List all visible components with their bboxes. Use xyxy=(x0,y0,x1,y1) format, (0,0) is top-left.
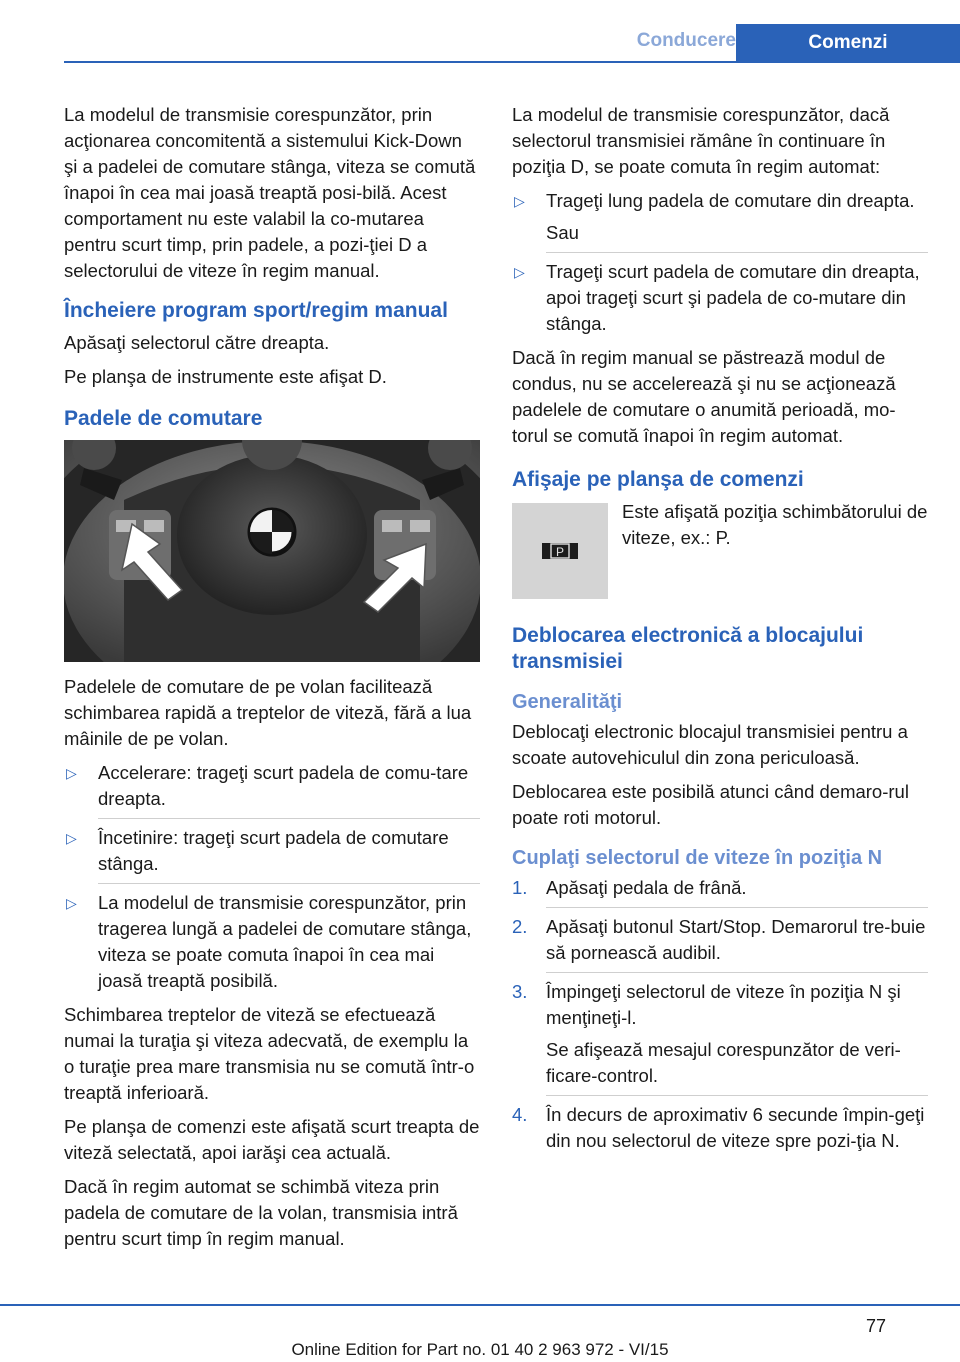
divider xyxy=(546,972,928,973)
steering-wheel-paddles-image xyxy=(64,440,480,662)
triangle-bullet-icon: ▷ xyxy=(514,264,525,280)
section-tab-conducere[interactable]: Conducere xyxy=(636,30,736,51)
display-description xyxy=(622,499,928,559)
paragraph: Deblocarea este posibilă atunci când demaro‐rul poate roti motorul. xyxy=(512,781,909,828)
heading-paddles: Padele de comutare xyxy=(64,407,263,430)
list-item: ▷ Trageţi scurt padela de comutare din dreapta, apoi trageţi scurt şi padela de co‐mutare din stânga. xyxy=(514,261,920,334)
divider xyxy=(546,1095,928,1096)
gear-letter: P xyxy=(555,545,565,559)
right-column xyxy=(512,102,928,1162)
gear-display-image xyxy=(512,503,608,599)
display-row xyxy=(512,499,928,599)
list-item: 1. Apăsaţi pedala de frână. xyxy=(512,877,747,898)
paragraph: Dacă în regim manual se păstrează modul de condus, nu se accelerează şi nu se acţionează padelele de comutare o anumită perioadă, mo‐torul se comută înapoi în regim automat. xyxy=(512,347,896,446)
paragraph: Pe planşa de comenzi este afişată scurt treapta de viteză selectată, apoi iarăşi cea actuală. xyxy=(64,1116,480,1163)
paragraph: Padelele de comutare de pe volan facilitează schimbarea rapidă a treptelor de viteză, fără a lua mâinile de pe volan. xyxy=(64,676,472,749)
paddle-bullet-list xyxy=(64,760,480,994)
paragraph: Pe planşa de instrumente este afişat D. xyxy=(64,366,387,387)
heading-display: Afişaje pe planşa de comenzi xyxy=(512,468,804,491)
list-item: ▷ Încetinire: trageţi scurt padela de comutare stânga. xyxy=(66,827,449,874)
triangle-bullet-icon: ▷ xyxy=(66,895,77,911)
neutral-steps-list xyxy=(512,875,928,1154)
list-item: 2. Apăsaţi butonul Start/Stop. Demarorul tre‐buie să pornească audibil. xyxy=(512,916,926,963)
heading-electronic-unlock: Deblocarea electronică a blocajului transmisiei xyxy=(512,624,864,673)
paragraph: Este afişată poziţia schimbătorului de viteze, ex.: P. xyxy=(622,501,928,548)
left-column xyxy=(64,102,480,1260)
paragraph: Schimbarea treptelor de viteză se efectuează numai la turaţia şi viteza adecvată, de exemplu la o turaţie prea mare transmisia nu se comută într-o treaptă inferioară. xyxy=(64,1004,475,1103)
list-item: ▷ Accelerare: trageţi scurt padela de comu‐tare dreapta. xyxy=(66,762,469,809)
divider xyxy=(546,907,928,908)
list-item: ▷ La modelul de transmisie corespunzător, prin tragerea lungă a padelei de comutare stânga, viteza se poate comuta înapoi în cea mai joasă treaptă posibilă. xyxy=(66,892,472,991)
paragraph: La modelul de transmisie corespunzător, dacă selectorul transmisiei rămâne în continuare în poziţia D, se poate comuta în regim automat: xyxy=(512,104,890,177)
paragraph: Dacă în regim automat se schimbă viteza prin padela de comutare de la volan, transmisia intră pentru scurt timp în regim manual. xyxy=(64,1176,458,1249)
header-rule xyxy=(64,61,960,63)
heading-general: Generalităţi xyxy=(512,691,623,713)
list-item-sub: Se afişează mesajul corespunzător de veri‐ficare-control. xyxy=(546,1039,901,1086)
triangle-bullet-icon: ▷ xyxy=(514,193,525,209)
triangle-bullet-icon: ▷ xyxy=(66,830,77,846)
paragraph: Deblocaţi electronic blocajul transmisiei pentru a scoate autovehiculul din zona periculoasă. xyxy=(512,721,908,768)
heading-neutral: Cuplaţi selectorul de viteze în poziţia N xyxy=(512,847,883,869)
paragraph: Apăsaţi selectorul către dreapta. xyxy=(64,332,330,353)
triangle-bullet-icon: ▷ xyxy=(66,765,77,781)
page-header xyxy=(64,24,960,62)
divider xyxy=(98,883,480,884)
heading-end-sport-manual: Încheiere program sport/regim manual xyxy=(64,299,448,322)
divider xyxy=(546,252,928,253)
list-item: ▷ Trageţi lung padela de comutare din dreapta. Sau xyxy=(512,188,928,246)
footer-edition: Online Edition for Part no. 01 40 2 963 972 - VI/15 xyxy=(291,1340,669,1359)
section-tab-comenzi[interactable]: Comenzi xyxy=(736,24,960,61)
divider xyxy=(98,818,480,819)
list-item: 3. Împingeţi selectorul de viteze în poziţia N şi menţineţi-l. Se afişează mesajul corespunzător de veri‐ficare-control. xyxy=(512,979,928,1089)
auto-mode-bullet-list xyxy=(512,188,928,337)
list-item: 4. În decurs de aproximativ 6 secunde împin‐geţi din nou selectorul de viteze spre pozi‐ţia N. xyxy=(512,1104,925,1151)
footer-rule xyxy=(0,1304,960,1306)
page-number: 77 xyxy=(865,1316,886,1336)
paragraph: La modelul de transmisie corespunzător, prin acţionarea concomitentă a sistemului Kick-Down şi a padelei de comutare stânga, viteza se comută înapoi în cea mai joasă treaptă posi‐bilă. Acest comportament nu este valabil la co‐mutarea pentru scurt timp, prin padele, a pozi‐ţiei D a selectorului de viteze în regim manual. xyxy=(64,104,476,281)
list-item-sub: Sau xyxy=(546,222,579,243)
